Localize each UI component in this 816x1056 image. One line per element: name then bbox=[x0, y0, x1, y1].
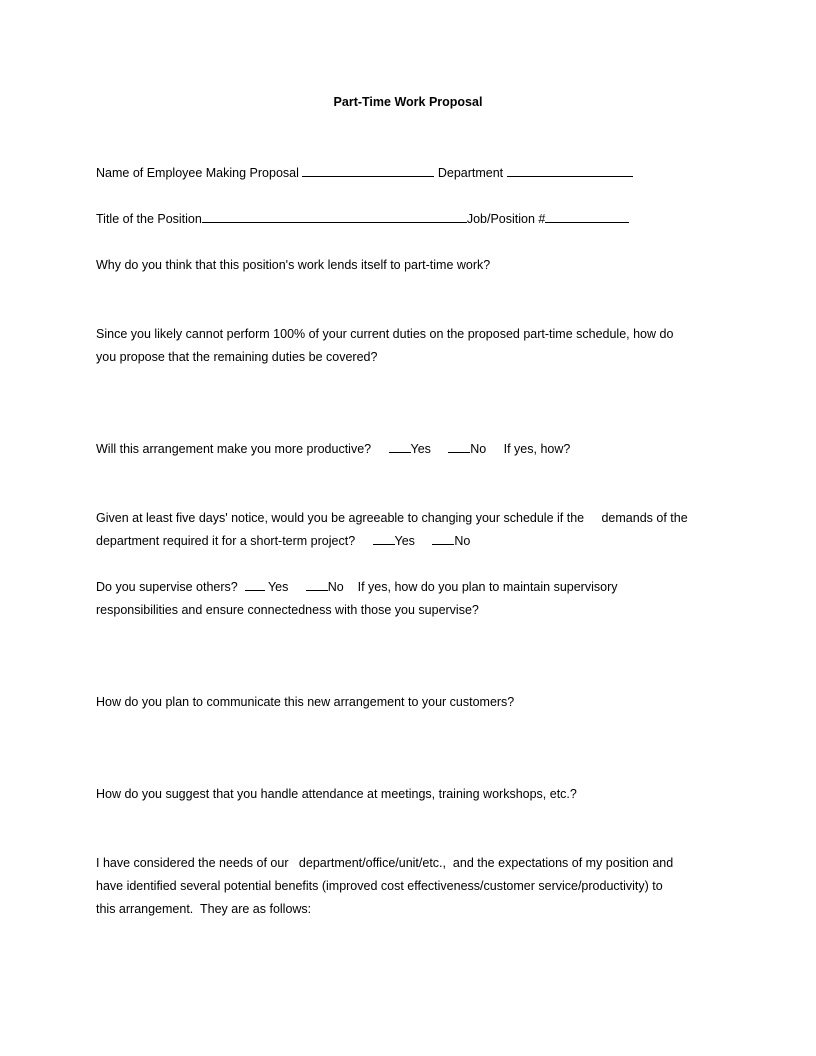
productivity-question-text: Will this arrangement make you more productive? bbox=[96, 442, 372, 456]
productivity-yes-blank[interactable] bbox=[389, 441, 411, 453]
employee-name-row bbox=[96, 165, 633, 181]
position-title-blank[interactable] bbox=[202, 211, 467, 223]
supervise-yes-label: Yes bbox=[267, 580, 289, 594]
closing-statement-line1: I have considered the needs of our department/office/unit/etc., and the expectations of my position and bbox=[96, 856, 674, 870]
closing-statement-line2: have identified several potential benefits (improved cost effectiveness/customer service/productivity) to bbox=[96, 879, 663, 893]
question-schedule-change-line2 bbox=[96, 533, 470, 549]
position-title-row bbox=[96, 211, 629, 227]
question-remaining-duties-line1: Since you likely cannot perform 100% of your current duties on the proposed part-time schedule, how do bbox=[96, 327, 674, 341]
question-schedule-change-line1: Given at least five days' notice, would you be agreeable to changing your schedule if the demands of the bbox=[96, 511, 688, 525]
schedule-no-label: No bbox=[454, 534, 471, 548]
supervise-yes-blank[interactable] bbox=[245, 579, 265, 591]
question-customer-communication: How do you plan to communicate this new arrangement to your customers? bbox=[96, 695, 515, 709]
question-supervision-line2: responsibilities and ensure connectedness with those you supervise? bbox=[96, 603, 479, 617]
supervise-no-label: No bbox=[327, 580, 344, 594]
schedule-yes-label: Yes bbox=[394, 534, 415, 548]
productivity-no-blank[interactable] bbox=[448, 441, 470, 453]
job-position-label: Job/Position # bbox=[466, 212, 546, 226]
employee-name-label: Name of Employee Making Proposal bbox=[96, 166, 299, 180]
department-blank[interactable] bbox=[507, 165, 633, 177]
schedule-no-blank[interactable] bbox=[432, 533, 454, 545]
productivity-no-label: No bbox=[470, 442, 487, 456]
productivity-yes-label: Yes bbox=[410, 442, 431, 456]
employee-name-blank[interactable] bbox=[302, 165, 434, 177]
supervise-followup: If yes, how do you plan to maintain supervisory bbox=[357, 580, 618, 594]
productivity-followup: If yes, how? bbox=[503, 442, 571, 456]
closing-statement-line3: this arrangement. They are as follows: bbox=[96, 902, 312, 916]
department-label: Department bbox=[437, 166, 504, 180]
question-part-time-suitability: Why do you think that this position's work lends itself to part-time work? bbox=[96, 258, 491, 272]
question-remaining-duties-line2: you propose that the remaining duties be covered? bbox=[96, 350, 378, 364]
job-position-blank[interactable] bbox=[545, 211, 629, 223]
question-meeting-attendance: How do you suggest that you handle attendance at meetings, training workshops, etc.? bbox=[96, 787, 577, 801]
position-title-label: Title of the Position bbox=[96, 212, 202, 226]
schedule-yes-blank[interactable] bbox=[373, 533, 395, 545]
supervise-no-blank[interactable] bbox=[306, 579, 328, 591]
question-supervision-line1 bbox=[96, 579, 617, 595]
schedule-change-text: department required it for a short-term project? bbox=[96, 534, 356, 548]
supervise-question-text: Do you supervise others? bbox=[96, 580, 238, 594]
page-title: Part-Time Work Proposal bbox=[333, 95, 483, 109]
question-productivity bbox=[96, 441, 570, 457]
